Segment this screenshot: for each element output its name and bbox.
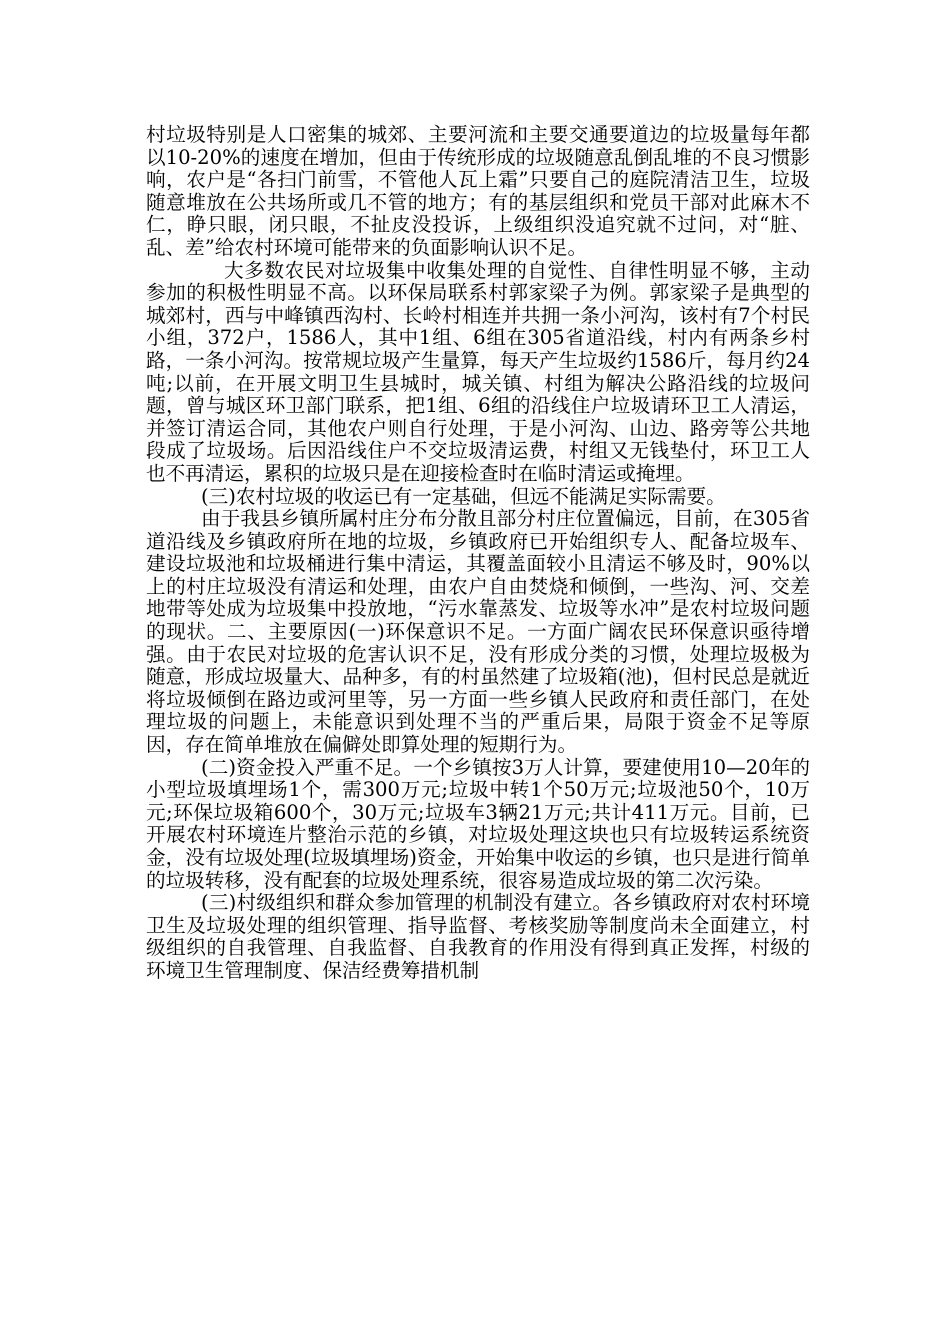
section-heading-collection: (三)农村垃圾的收运已有一定基础，但远不能满足实际需要。 xyxy=(201,484,726,508)
document-body xyxy=(146,124,810,983)
paragraph-funding: (二)资金投入严重不足。一个乡镇按3万人计算，要建使用10—20年的小型垃圾填埋场1个，需300万元;垃圾中转1个50万元;垃圾池50个，10万元;环保垃圾箱600个，30万元;垃圾车3辆21万元;共计411万元。目前，已开展农村环境连片整治示范的乡镇，对垃圾处理这块也只有垃圾转运系统资金，没有垃圾处理(垃圾填埋场)资金，开始集中收运的乡镇，也只是进行简单的垃圾转移，没有配套的垃圾处理系统，很容易造成垃圾的第二次污染。 xyxy=(146,755,810,892)
paragraph-mechanism: (三)村级组织和群众参加管理的机制没有建立。各乡镇政府对农村环境卫生及垃圾处理的组织管理、指导监督、考核奖励等制度尚未全面建立，村级组织的自我管理、自我监督、自我教育的作用没有得到真正发挥，村级的环境卫生管理制度、保洁经费筹措机制 xyxy=(146,891,810,982)
paragraph-continuation: 村垃圾特别是人口密集的城郊、主要河流和主要交通要道边的垃圾量每年都以10-20%的速度在增加，但由于传统形成的垃圾随意乱倒乱堆的不良习惯影响，农户是“各扫门前雪，不管他人瓦上霜”只要自己的庭院清洁卫生，垃圾随意堆放在公共场所或几不管的地方；有的基层组织和党员干部对此麻木不仁，睁只眼，闭只眼，不扯皮没投诉，上级组织没追究就不过问，对“脏、乱、差”给农村环境可能带来的负面影响认识不足。 xyxy=(146,123,810,259)
paragraph-farmers-awareness: 大多数农民对垃圾集中收集处理的自觉性、自律性明显不够，主动参加的积极性明显不高。以环保局联系村郭家梁子为例。郭家梁子是典型的城郊村，西与中峰镇西沟村、长岭村相连并共拥一条小河沟，该村有7个村民小组，372户，1586人，其中1组、6组在305省道沿线，村内有两条乡村路，一条小河沟。按常规垃圾产生量算，每天产生垃圾约1586斤，每月约24吨;以前，在开展文明卫生县城时，城关镇、村组为解决公路沿线的垃圾问题，曾与城区环卫部门联系，把1组、6组的沿线住户垃圾请环卫工人清运，并签订清运合同，其他农户则自行处理，于是小河沟、山边、路旁等公共地段成了垃圾场。后因沿线住户不交垃圾清运费，村组又无钱垫付，环卫工人也不再清运，累积的垃圾只是在迎接检查时在临时清运或掩埋。 xyxy=(146,258,810,485)
paragraph-collection-status: 由于我县乡镇所属村庄分布分散且部分村庄位置偏远，目前，在305省道沿线及乡镇政府所在地的垃圾，乡镇政府已开始组织专人、配备垃圾车、建设垃圾池和垃圾桶进行集中清运，其覆盖面较小且清运不够及时，90%以上的村庄垃圾没有清运和处理，由农户自由焚烧和倾倒，一些沟、河、交差地带等处成为垃圾集中投放地，“污水靠蒸发、垃圾等水冲”是农村垃圾问题的现状。二、主要原因(一)环保意识不足。一方面广阔农民环保意识亟待增强。由于农民对垃圾的危害认识不足，没有形成分类的习惯，处理垃圾极为随意，形成垃圾量大、品种多，有的村虽然建了垃圾箱(池)，但村民总是就近将垃圾倾倒在路边或河里等，另一方面一些乡镇人民政府和责任部门，在处理垃圾的问题上，未能意识到处理不当的严重后果，局限于资金不足等原因，存在简单堆放在偏僻处即算处理的短期行为。 xyxy=(146,507,810,757)
